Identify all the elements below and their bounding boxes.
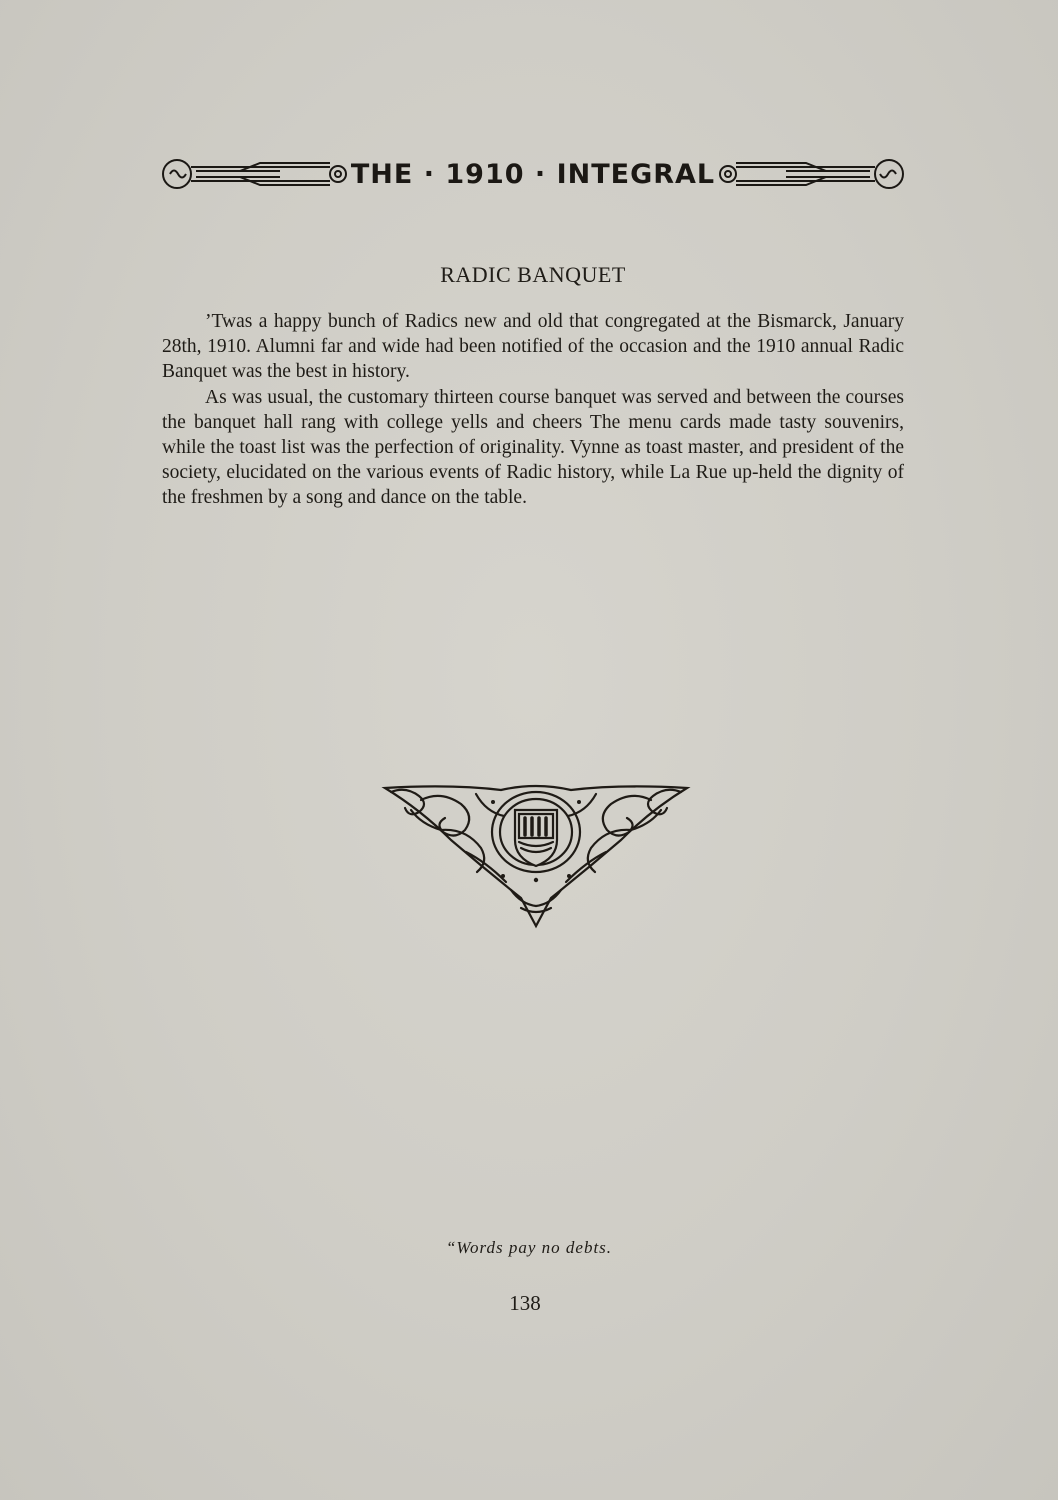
article-body <box>162 309 904 511</box>
scroll-bar-ornament-icon <box>716 154 906 194</box>
article-paragraph: As was usual, the customary thirteen course banquet was served and between the courses the banquet hall rang with college yells and cheers The menu cards made tasty souvenirs, while the toast list was the perfection of originality. Vynne as toast master, and president of the society, elucidated on the various events of Radic history, while La Rue up-held the dignity of the freshmen by a song and dance on the table. <box>162 386 904 509</box>
header-title: THE · 1910 · INTEGRAL <box>350 158 716 190</box>
article-paragraph: ’Twas a happy bunch of Radics new and old that congregated at the Bismarck, January 28th, 1910. Alumni far and wide had been notified of the occasion and the 1910 annual Radic Banquet was the best in history. <box>162 311 904 383</box>
page-number: 138 <box>509 1291 541 1315</box>
scroll-bar-ornament-icon <box>160 154 350 194</box>
shield-foliage-ornament-icon <box>381 780 691 930</box>
article-title: RADIC BANQUET <box>440 262 626 287</box>
motto: “Words pay no debts. <box>445 1238 613 1257</box>
running-header <box>160 148 906 200</box>
